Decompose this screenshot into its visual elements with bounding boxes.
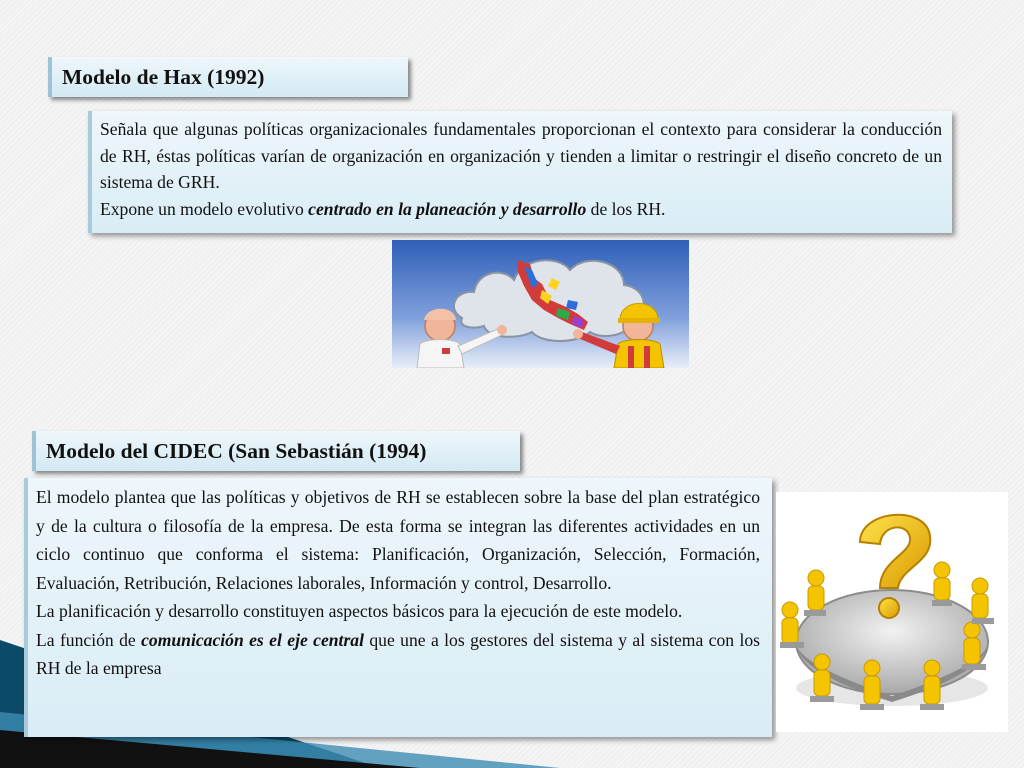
section2-text-box	[24, 478, 772, 737]
section2-para3-end: que une a los gestores del sistema y al sistema con los RH de la empresa	[36, 629, 760, 678]
section1-para2-end: de los RH.	[586, 198, 666, 219]
section1-para2-start: Expone un modelo evolutivo	[100, 198, 309, 219]
meeting-question-illustration	[776, 492, 1008, 732]
section1-paragraph-1: Señala que algunas políticas organizacionales fundamentales proporcionan el contexto para considerar la conducción de RH, éstas políticas varían de organización en organización y tienden a limitar o restringir el diseño concreto de un sistema de GRH.	[100, 119, 942, 192]
section2-paragraph-2: La planificación y desarrollo constituyen aspectos básicos para la ejecución de este modelo.	[36, 601, 683, 621]
section2-title: Modelo del CIDEC (San Sebastián (1994)	[32, 431, 520, 471]
section2-paragraph-3	[36, 626, 760, 683]
planning-illustration	[392, 240, 689, 368]
section1-title: Modelo de Hax (1992)	[48, 57, 408, 97]
section1-emphasis: centrado en la planeación y desarrollo	[308, 198, 587, 219]
section1-text-box	[88, 111, 952, 233]
section2-emphasis: comunicación es el eje central	[141, 629, 364, 650]
section2-para3-start: La función de	[36, 629, 142, 650]
section2-paragraph-1: El modelo plantea que las políticas y objetivos de RH se establecen sobre la base del plan estratégico y de la cultura o filosofía de la empresa. De esta forma se integran las diferentes actividades en un ciclo continuo que conforma el sistema: Planificación, Organización, Selección, Formación, Evaluación, Retribución, Relaciones laborales, Información y control, Desarrollo.	[36, 487, 760, 593]
section1-paragraph-2	[100, 196, 942, 223]
